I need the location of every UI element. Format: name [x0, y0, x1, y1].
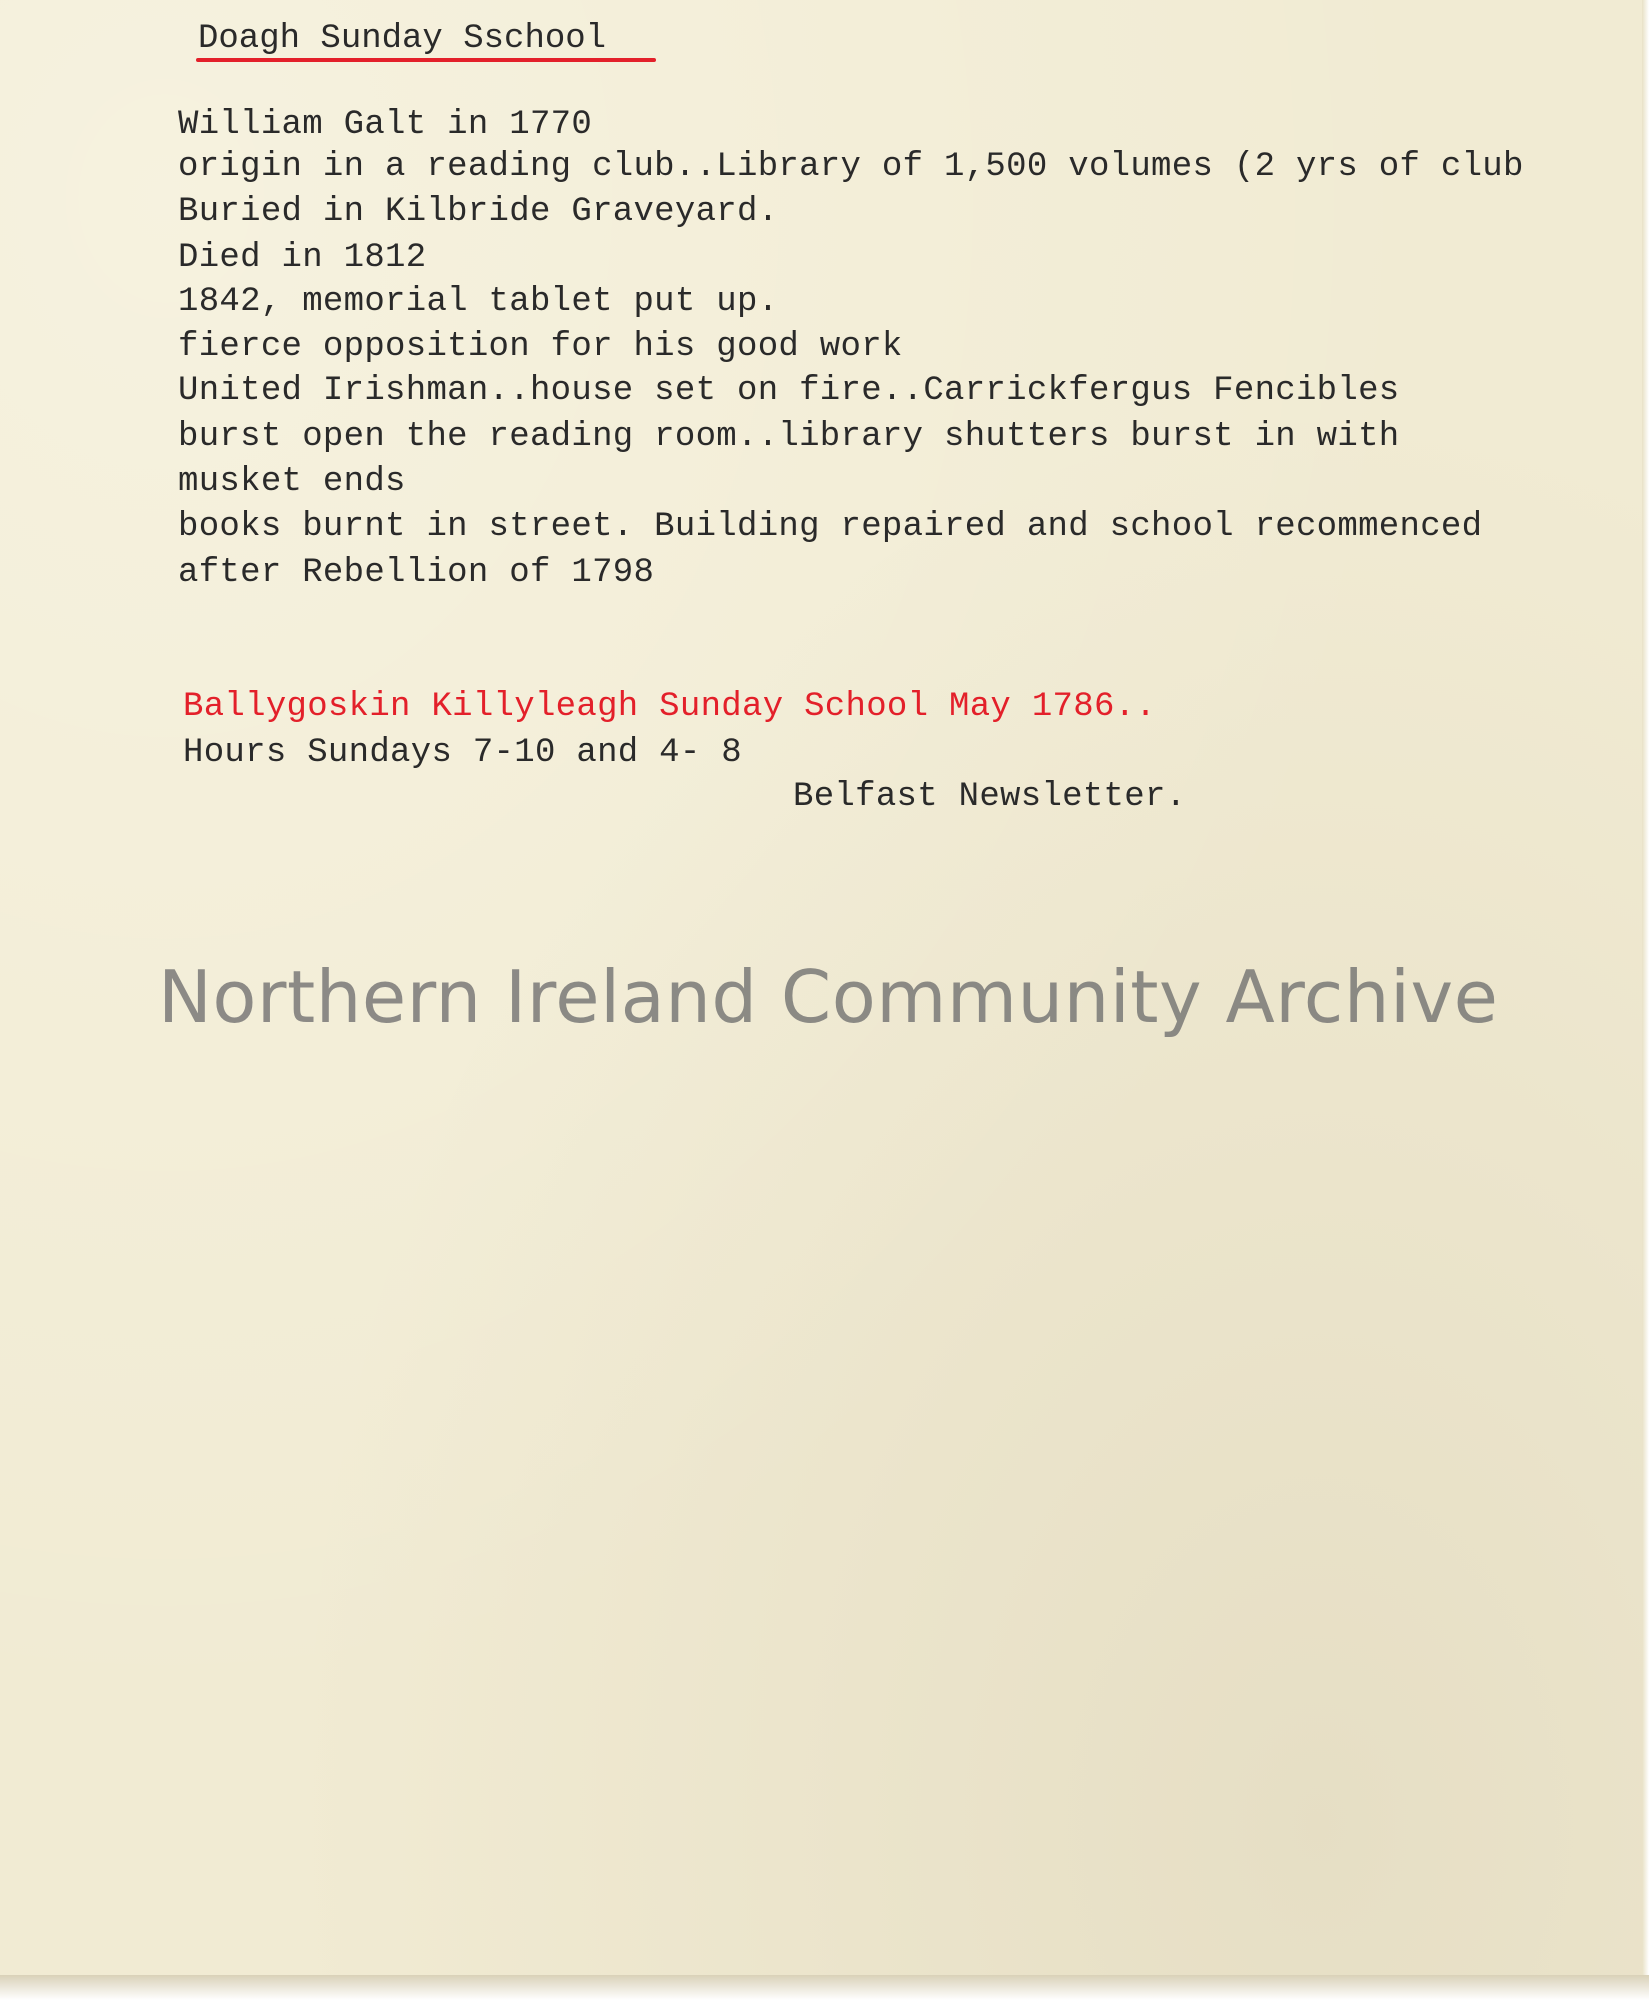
text-line-10: books burnt in street. Building repaired and school recommenced [178, 508, 1483, 546]
paper-edge-bottom [0, 1975, 1649, 2000]
text-line-6: fierce opposition for his good work [178, 328, 903, 366]
source-line: Belfast Newsletter. [793, 778, 1187, 816]
text-line-4: Died in 1812 [178, 239, 427, 277]
text-line-9: musket ends [178, 463, 406, 501]
archive-watermark: Northern Ireland Community Archive [158, 955, 1499, 1039]
text-line-11: after Rebellion of 1798 [178, 554, 655, 592]
text-line-7: United Irishman..house set on fire..Carrickfergus Fencibles [178, 372, 1400, 410]
text-line-8: burst open the reading room..library shutters burst in with [178, 418, 1400, 456]
title-red-underline [196, 58, 656, 62]
red-heading-line: Ballygoskin Killyleagh Sunday School May 1786.. [183, 688, 1157, 726]
text-line-3: Buried in Kilbride Graveyard. [178, 193, 779, 231]
text-line-5: 1842, memorial tablet put up. [178, 283, 779, 321]
hours-line: Hours Sundays 7-10 and 4- 8 [183, 734, 742, 772]
paper-edge-right [1642, 0, 1649, 1985]
text-line-2: origin in a reading club..Library of 1,500 volumes (2 yrs of club [178, 148, 1524, 186]
document-title-block [198, 20, 606, 58]
document-title: Doagh Sunday Sschool [198, 20, 607, 58]
text-line-1: William Galt in 1770 [178, 106, 593, 144]
